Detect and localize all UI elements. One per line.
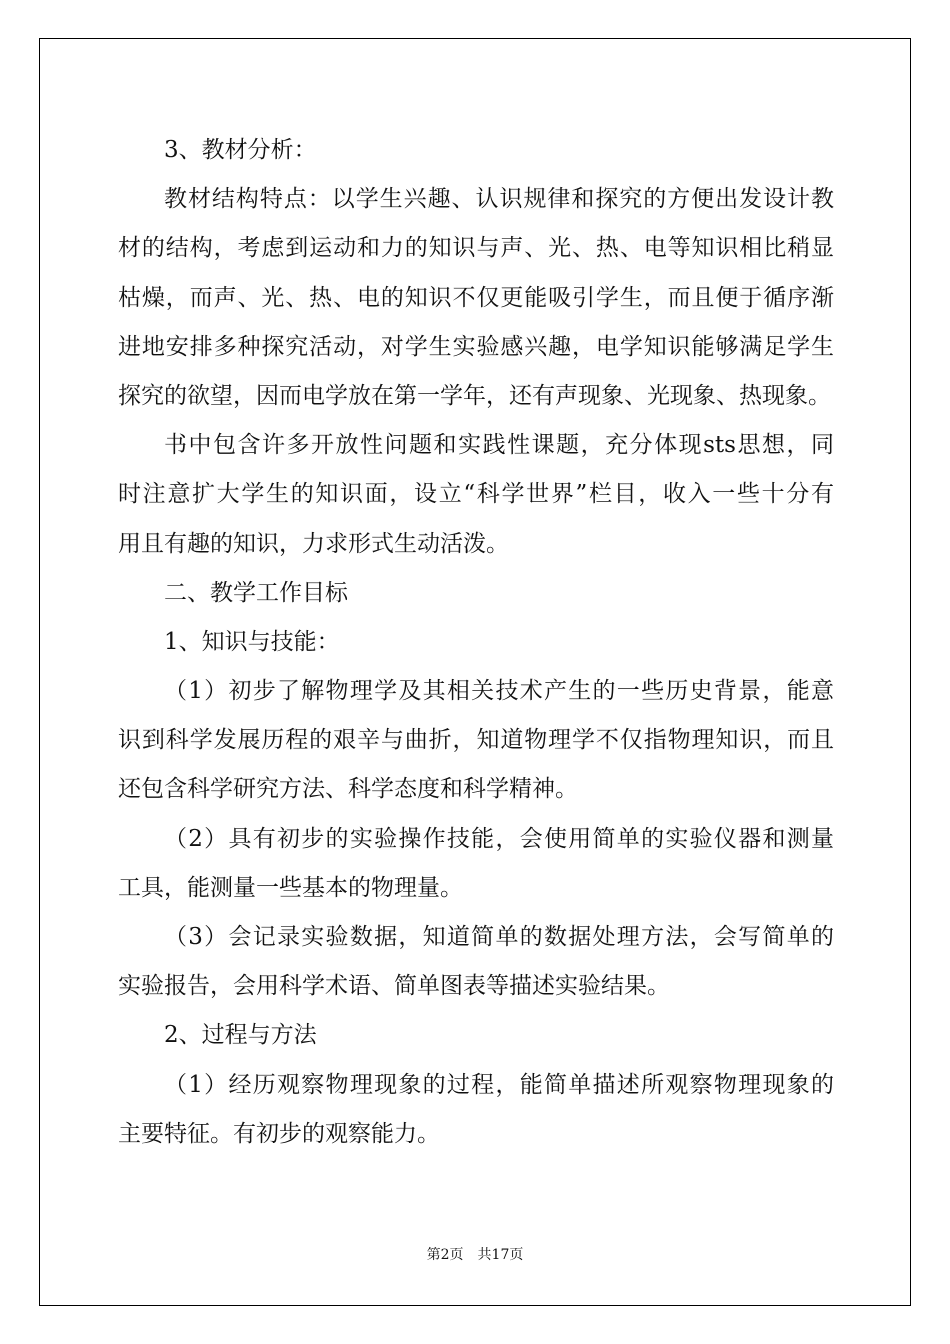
document-body [118,126,834,1159]
paragraph-line: 材的结构，考虑到运动和力的知识与声、光、热、电等知识相比稍显 [118,235,834,262]
page-footer [0,1244,950,1264]
page-total: 共17页 [477,1247,524,1263]
heading-process-methods: 2、过程与方法 [164,1022,317,1049]
heading-teaching-goals: 二、教学工作目标 [164,579,348,606]
paragraph-line: 主要特征。有初步的观察能力。 [118,1120,440,1147]
paragraph-line: 教材结构特点：以学生兴趣、认识规律和探究的方便出发设计教 [164,186,834,213]
paragraph-line: 用且有趣的知识，力求形式生动活泼。 [118,530,509,557]
paragraph-line: 探究的欲望，因而电学放在第一学年，还有声现象、光现象、热现象。 [118,382,831,409]
paragraph-line: （3）会记录实验数据，知道简单的数据处理方法，会写简单的 [164,924,834,950]
paragraph-line: （1）经历观察物理现象的过程，能简单描述所观察物理现象的 [164,1071,834,1098]
page-number: 第2页 [426,1247,464,1263]
paragraph-line: 进地安排多种探究活动，对学生实验感兴趣，电学知识能够满足学生 [118,333,834,360]
paragraph-line: 实验报告，会用科学术语、简单图表等描述实验结果。 [118,973,670,1000]
paragraph-line: 枯燥，而声、光、热、电的知识不仅更能吸引学生，而且便于循序渐 [118,284,834,311]
heading-knowledge-skills: 1、知识与技能： [164,628,340,655]
paragraph-line: 还包含科学研究方法、科学态度和科学精神。 [118,776,578,803]
paragraph-line: 书中包含许多开放性问题和实践性课题，充分体现sts思想，同 [164,432,834,459]
paragraph-line: 识到科学发展历程的艰辛与曲折，知道物理学不仅指物理知识，而且 [118,727,834,754]
paragraph-line: （2）具有初步的实验操作技能，会使用简单的实验仪器和测量 [164,825,834,852]
paragraph-line: 工具，能测量一些基本的物理量。 [118,874,463,901]
paragraph-line: 时注意扩大学生的知识面，设立“科学世界”栏目，收入一些十分有 [118,481,834,508]
paragraph-line: （1）初步了解物理学及其相关技术产生的一些历史背景，能意 [164,678,834,705]
heading-textbook-analysis: 3、教材分析： [164,137,317,163]
